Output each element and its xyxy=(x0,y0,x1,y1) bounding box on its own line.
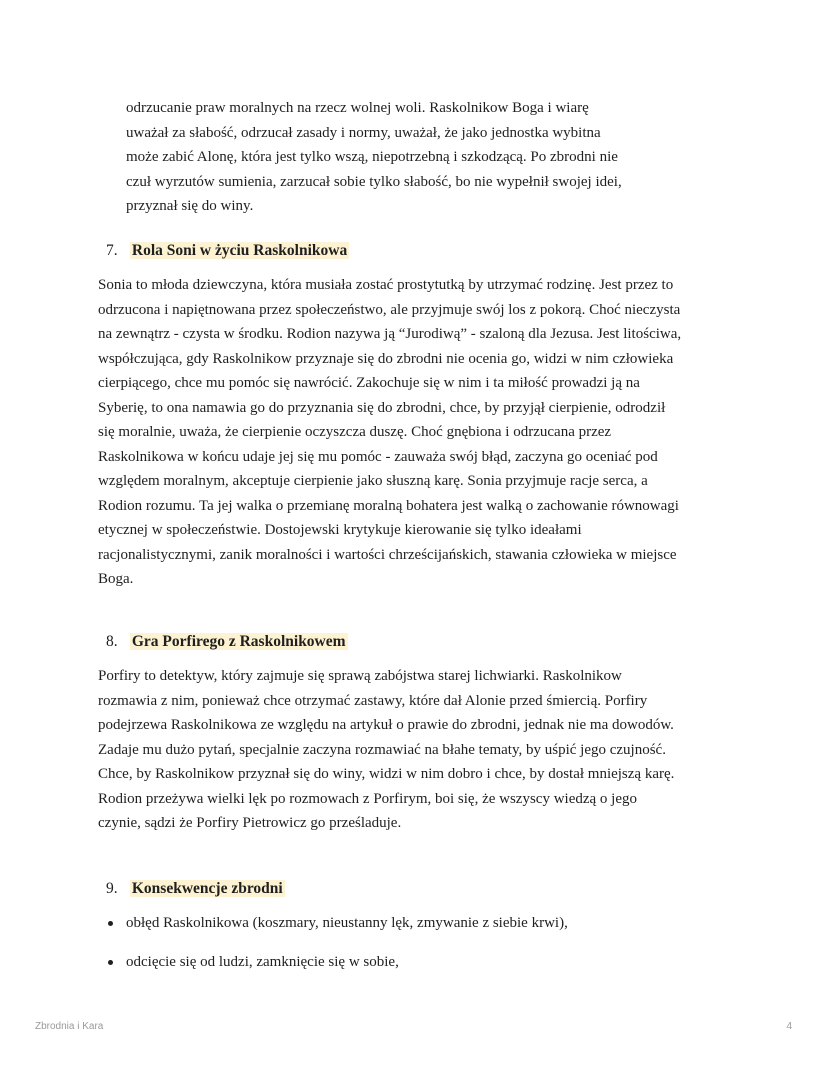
text-line: może zabić Alonę, która jest tylko wszą, niepotrzebną i szkodzącą. Po zbrodni nie xyxy=(126,149,618,166)
bullet-dot-icon xyxy=(108,960,113,965)
text-line: Rodion rozumu. Ta jej walka o przemianę moralną bohatera jest walką o zachowanie równowagi xyxy=(98,497,679,514)
text-line: Boga. xyxy=(98,571,134,587)
text-line: podejrzewa Raskolnikowa ze względu na artykuł o prawie do zbrodni, jednak nie ma dowodów. xyxy=(98,717,674,733)
list-item xyxy=(106,912,746,934)
footer-page-number: 4 xyxy=(786,1021,792,1032)
section-title: Rola Soni w życiu Raskolnikowa xyxy=(131,242,348,259)
text-line: cierpiącego, chce mu pomóc się nawrócić. Zakochuje się w nim i ta miłość prowadzi ją na xyxy=(98,375,640,391)
text-line: racjonalistycznymi, zanik moralności i wartości chrześcijańskich, stawania człowieka w miejsce xyxy=(98,546,677,563)
section-number: 8. xyxy=(106,633,118,650)
text-line: uważał za słabość, odrzucał zasady i normy, uważał, że jako jednostka wybitna xyxy=(126,124,601,141)
text-line: współczująca, gdy Raskolnikow przyznaje się do zbrodni nie ocenia go, widzi w nim człowieka xyxy=(98,350,674,367)
section-heading-8 xyxy=(106,632,348,652)
text-line: Sonia to młoda dziewczyna, która musiała zostać prostytutką by utrzymać rodzinę. Jest przez to xyxy=(98,277,674,293)
consequences-list xyxy=(106,912,746,990)
text-line: się moralnie, uważa, że cierpienie oczyszcza duszę. Choć gnębiona i odrzucana przez xyxy=(98,424,612,440)
text-line: odrzucona i napiętnowana przez społeczeństwo, ale przyjmuje swój los z pokorą. Choć nieczysta xyxy=(98,301,681,318)
text-line: rozmawia z nim, ponieważ chce otrzymać zastawy, które dał Alonie przed śmiercią. Porfiry xyxy=(98,692,648,709)
section-number: 9. xyxy=(106,880,118,897)
section-title: Konsekwencje zbrodni xyxy=(131,880,283,897)
section-title: Gra Porfirego z Raskolnikowem xyxy=(131,633,346,650)
text-line: na zewnątrz - czysta w środku. Rodion nazywa ją “Jurodiwą” - szaloną dla Jezusa. Jest litościwa, xyxy=(98,326,682,342)
text-line: względem moralnym, akceptuje cierpienie jako słuszną karę. Sonia przyjmuje racje serca, a xyxy=(98,473,648,489)
section-heading-7 xyxy=(106,241,349,261)
text-line: Rodion przeżywa wielki lęk po rozmowach z Porfirym, boi się, że wszyscy wiedzą o jego xyxy=(98,790,638,807)
section-heading-9 xyxy=(106,879,285,899)
bullet-dot-icon xyxy=(108,921,113,926)
section-7-paragraph xyxy=(98,273,738,592)
footer-document-title: Zbrodnia i Kara xyxy=(35,1021,104,1032)
text-line: Porfiry to detektyw, który zajmuje się sprawą zabójstwa starej lichwiarki. Raskolnikow xyxy=(98,668,622,684)
text-line: Raskolnikowa w końcu udaje jej się mu pomóc - zauważa swój błąd, zaczyna go oceniać pod xyxy=(98,448,658,465)
text-line: czuł wyrzutów sumienia, zarzucał sobie tylko słabość, bo nie wypełnił swojej idei, xyxy=(126,173,622,190)
list-item xyxy=(106,951,746,973)
text-line: czynie, sądzi że Porfiry Pietrowicz go prześladuje. xyxy=(98,815,402,831)
list-item-text: obłęd Raskolnikowa (koszmary, nieustanny lęk, zmywanie z siebie krwi), xyxy=(126,915,568,931)
section-8-paragraph xyxy=(98,664,738,836)
text-line: Syberię, to ona namawia go do przyznania się do zbrodni, chce, by przyjął cierpienie, odrodził xyxy=(98,399,666,416)
text-line: Zadaje mu dużo pytań, specjalnie zaczyna rozmawiać na błahe tematy, by uśpić jego czujność. xyxy=(98,741,666,758)
text-line: Chce, by Raskolnikow przyznał się do winy, widzi w nim dobro i chce, by dostał mniejszą karę. xyxy=(98,766,675,782)
text-line: etycznej w społeczeństwie. Dostojewski krytykuje kierowanie się tylko ideałami xyxy=(98,522,582,538)
text-line: odrzucanie praw moralnych na rzecz wolnej woli. Raskolnikow Boga i wiarę xyxy=(126,100,589,116)
text-line: przyznał się do winy. xyxy=(126,198,254,215)
list-item-text: odcięcie się od ludzi, zamknięcie się w sobie, xyxy=(126,954,399,970)
section-number: 7. xyxy=(106,242,118,259)
intro-paragraph xyxy=(126,96,686,219)
